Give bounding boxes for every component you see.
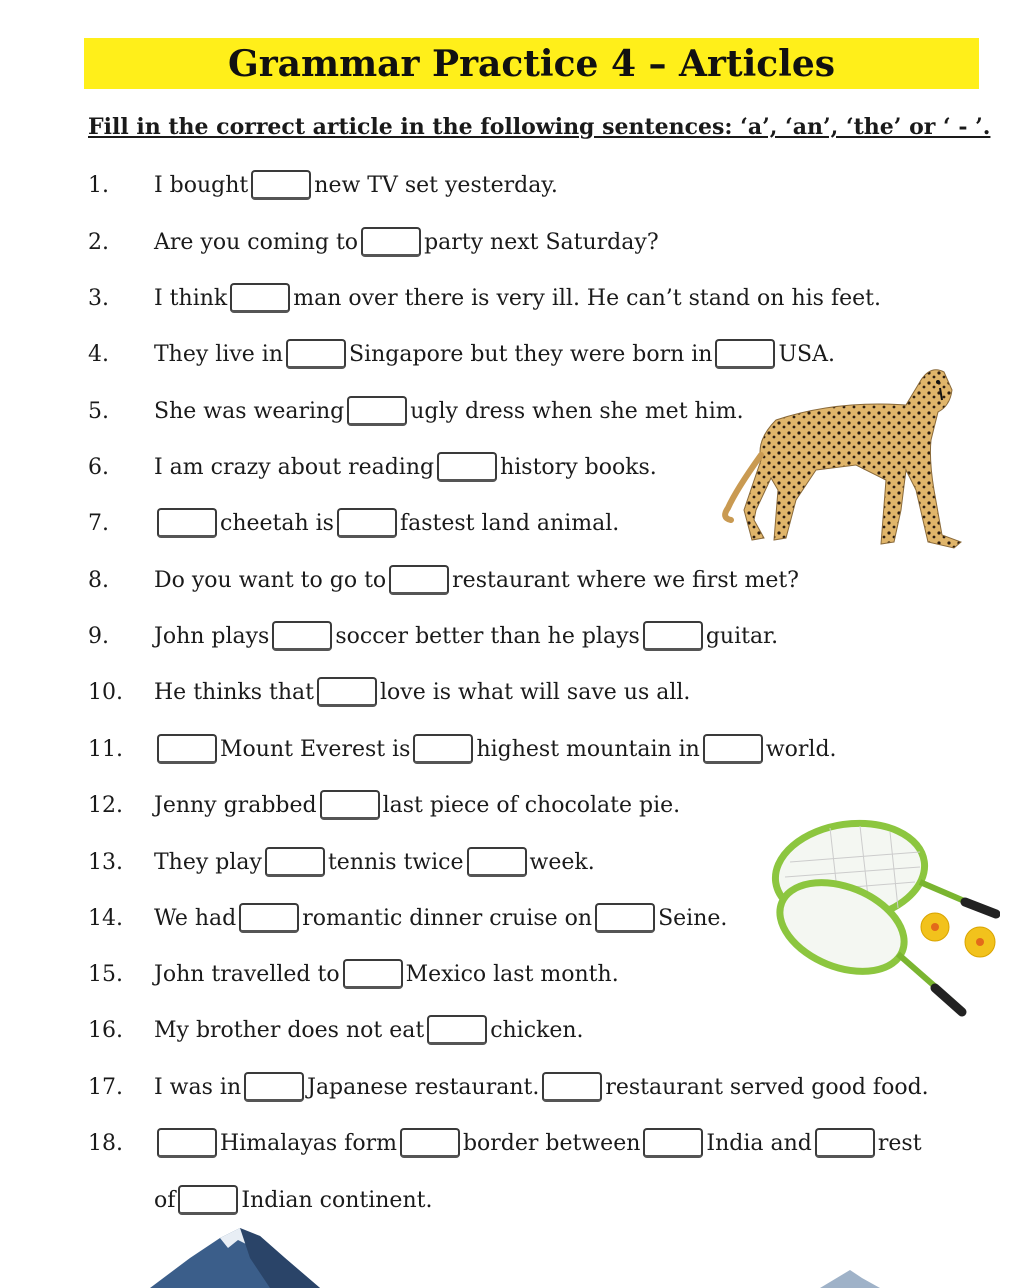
sentence-text: We had [154,905,237,931]
sentence-text: They live in [154,341,284,367]
answer-blank[interactable] [542,1072,602,1102]
sentence-text: Do you want to go to [154,567,387,593]
sentence-text: Jenny grabbed [154,792,317,818]
sentence-text: Are you coming to [154,229,359,255]
sentence-number: 6. [88,454,109,480]
sentence-row [88,729,837,769]
sentence-row [88,165,558,205]
sentence-text: chicken. [490,1017,584,1043]
sentence-text: fastest land animal. [399,510,620,536]
sentence-text: border between [462,1130,641,1156]
tennis-rackets-image [770,812,1000,1024]
sentence-text: romantic dinner cruise on [302,905,593,931]
sentence-row [88,1123,922,1163]
sentence-row [88,1180,432,1220]
sentence-text: I am crazy about reading [154,454,435,480]
sentence-text: He thinks that [154,679,314,705]
sentence-text: love is what will save us all. [380,679,691,705]
answer-blank[interactable] [286,339,346,369]
answer-blank[interactable] [413,734,473,764]
answer-blank[interactable] [389,565,449,595]
sentence-row [88,672,690,712]
sentence-text: restaurant served good food. [605,1074,929,1100]
sentence-text: rest [877,1130,922,1156]
answer-blank[interactable] [467,847,527,877]
sentence-text: Singapore but they were born in [349,341,713,367]
sentence-number: 4. [88,341,109,367]
sentence-text: restaurant where we first met? [452,567,799,593]
sentence-number: 16. [88,1017,123,1043]
sentence-text: I was in [154,1074,242,1100]
sentence-row [88,954,619,994]
sentence-row [88,842,595,882]
answer-blank[interactable] [317,677,377,707]
answer-blank[interactable] [157,1128,217,1158]
sentence-row [88,1067,929,1107]
sentence-number: 18. [88,1130,123,1156]
answer-blank[interactable] [157,734,217,764]
answer-blank[interactable] [643,1128,703,1158]
sentence-number: 10. [88,679,123,705]
answer-blank[interactable] [427,1015,487,1045]
sentence-number: 12. [88,792,123,818]
sentence-number: 1. [88,172,109,198]
sentence-text: history books. [500,454,657,480]
sentence-text: Seine. [658,905,728,931]
sentence-number: 14. [88,905,123,931]
sentence-number: 15. [88,961,123,987]
sentence-text: soccer better than he plays [335,623,640,649]
sentence-text: I bought [154,172,249,198]
sentence-row [88,278,881,318]
sentence-row [88,391,744,431]
sentence-text: tennis twice [327,849,464,875]
answer-blank[interactable] [703,734,763,764]
sentence-number: 5. [88,398,109,424]
sentence-text: cheetah is [220,510,334,536]
answer-blank[interactable] [178,1185,238,1215]
answer-blank[interactable] [244,1072,304,1102]
instruction-text: Fill in the correct article in the following sentences: ‘a’, ‘an’, ‘the’ or ‘ - ’. [88,114,991,140]
sentence-text: Mexico last month. [405,961,619,987]
sentence-text: India and [706,1130,812,1156]
answer-blank[interactable] [239,903,299,933]
sentence-row [88,785,680,825]
sentence-text: USA. [778,341,835,367]
answer-blank[interactable] [643,621,703,651]
sentence-text: John plays [154,623,270,649]
mountain-image-right [820,1270,880,1288]
worksheet-title: Grammar Practice 4 – Articles [84,38,979,89]
sentence-row [88,1010,584,1050]
sentence-text: She was wearing [154,398,345,424]
answer-blank[interactable] [437,452,497,482]
sentence-text: I think [154,285,228,311]
sentence-number: 13. [88,849,123,875]
sentence-row [88,616,778,656]
sentence-row [88,898,727,938]
answer-blank[interactable] [815,1128,875,1158]
sentence-text: My brother does not eat [154,1017,425,1043]
answer-blank[interactable] [361,227,421,257]
answer-blank[interactable] [320,790,380,820]
sentence-number: 2. [88,229,109,255]
sentence-text: week. [529,849,595,875]
answer-blank[interactable] [230,283,290,313]
sentence-row [88,447,657,487]
sentence-text: Mount Everest is [220,736,411,762]
answer-blank[interactable] [265,847,325,877]
sentence-text: man over there is very ill. He can’t stand on his feet. [293,285,881,311]
sentence-row [88,560,799,600]
sentence-text: of [154,1187,176,1213]
sentence-text: Indian continent. [241,1187,433,1213]
answer-blank[interactable] [157,508,217,538]
answer-blank[interactable] [343,959,403,989]
answer-blank[interactable] [251,170,311,200]
sentence-number: 11. [88,736,123,762]
sentence-text: guitar. [705,623,779,649]
answer-blank[interactable] [595,903,655,933]
sentence-text: last piece of chocolate pie. [382,792,681,818]
cheetah-image [716,360,966,550]
answer-blank[interactable] [272,621,332,651]
sentence-text: Japanese restaurant. [307,1074,540,1100]
sentence-text: world. [765,736,837,762]
sentence-number: 8. [88,567,109,593]
sentence-text: new TV set yesterday. [314,172,558,198]
sentence-text: party next Saturday? [424,229,659,255]
mountain-image [150,1228,350,1288]
sentence-row [88,503,619,543]
answer-blank[interactable] [337,508,397,538]
sentence-number: 3. [88,285,109,311]
answer-blank[interactable] [400,1128,460,1158]
sentence-text: highest mountain in [476,736,700,762]
sentence-text: ugly dress when she met him. [410,398,744,424]
sentence-text: Himalayas form [220,1130,397,1156]
sentence-number: 9. [88,623,109,649]
answer-blank[interactable] [347,396,407,426]
sentence-number: 7. [88,510,109,536]
sentence-row [88,222,659,262]
sentence-text: They play [154,849,262,875]
sentence-text: John travelled to [154,961,340,987]
sentence-number: 17. [88,1074,123,1100]
